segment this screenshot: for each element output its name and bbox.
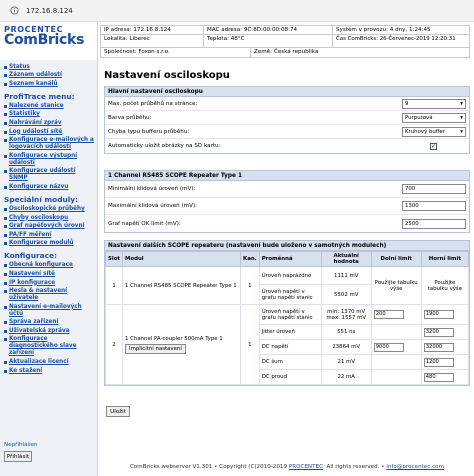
low-cell (371, 305, 421, 325)
chevron-down-icon: ▾ (460, 100, 463, 107)
max-waveforms-label: Max. počet průběhů na stránce: (108, 100, 198, 107)
nav-network-log[interactable]: Log událostí sítě (3, 129, 94, 136)
var-value: 1111 mV (321, 267, 371, 285)
high-limit-note: Použijte tabulku výše (421, 267, 468, 305)
var-name: Úroveň napětí v grafu napětí stanic (259, 285, 321, 305)
col-channel: Kan. (241, 252, 260, 267)
high-cell (421, 305, 468, 325)
var-name: Úroveň naprázdno (259, 267, 321, 285)
low-cell (371, 340, 421, 355)
repeaters-table (105, 251, 469, 385)
nav-device-management[interactable]: Správa zařízení (3, 319, 94, 326)
low-limit-input[interactable]: 9000 (374, 343, 404, 352)
main-settings-panel (104, 86, 470, 154)
main-content (100, 22, 474, 476)
nav-name-config[interactable]: Konfigurace názvu (3, 184, 94, 191)
slot-1: 1 (106, 267, 123, 305)
buffer-type-select[interactable]: Kruhový buffer ▾ (402, 127, 466, 137)
main-settings-heading: Hlavní nastavení osciloskopu (105, 87, 469, 97)
channel1-panel (104, 170, 470, 233)
login-area (4, 442, 37, 462)
slot-2: 2 (106, 305, 123, 385)
nav-section-config: Konfigurace: (4, 251, 57, 261)
nav-message-recording[interactable]: Nahrávání zpráv (3, 120, 94, 127)
autosave-label: Automaticky uložit obrázky na SD kartu: (108, 143, 221, 149)
var-name: Úroveň napětí v grafu napětí stanic (259, 305, 321, 325)
nav-found-stations[interactable]: Nalezené stanice (3, 103, 94, 110)
buffer-type-label: Chyba typu bufferu průběhu: (108, 128, 190, 135)
nav-email-log-config[interactable]: Konfigurace e-mailových a logovacích událostí (3, 137, 94, 151)
low-cell (371, 370, 421, 385)
nav-section-profitrace: ProfiTrace menu: (4, 91, 75, 101)
mac-address: MAC adresa: 9C:8D:00:00:08:74 (204, 26, 333, 34)
waveform-color-select[interactable]: Purpurová ▾ (402, 113, 466, 123)
module-2-cell (123, 305, 241, 385)
footer-text-mid: . All rights reserved. • (322, 464, 387, 470)
nav-event-log[interactable]: Záznam událostí (3, 72, 94, 79)
nav-snmp-config[interactable]: Konfigurace událostí SNMP (3, 168, 94, 182)
high-cell (421, 325, 468, 340)
nav-user-message[interactable]: Uživatelská zpráva (3, 328, 94, 335)
min-idle-input[interactable]: 700 (402, 184, 466, 194)
var-name: DC proud (259, 370, 321, 385)
nav-channel-list[interactable]: Seznam kanálů (3, 81, 94, 88)
col-variable: Proměnná (259, 252, 321, 267)
low-limit-input[interactable]: 200 (374, 310, 404, 319)
login-status: Nepřihlášen (4, 442, 38, 448)
high-cell (421, 340, 468, 355)
max-idle-label: Maximální klidová úroveň (mV): (108, 203, 198, 209)
autosave-checkbox[interactable]: ✓ (431, 142, 437, 150)
logo-combricks: ComBricks (4, 32, 85, 48)
page-title: Nastavení osciloskopu (104, 70, 230, 81)
col-module: Modul (123, 252, 241, 267)
var-value: 22 mA (321, 370, 371, 385)
low-limit-note: Použijte tabulku výše (371, 267, 421, 305)
nav-downloads[interactable]: Ke stažení (3, 368, 94, 375)
repeaters-heading: Nastavení dalších SCOPE repeateru (nastavení bude uloženo v samotných modulech) (105, 241, 469, 251)
var-name: Jitter úroveň (259, 325, 321, 340)
sidebar-nav (0, 60, 97, 378)
high-limit-input[interactable]: 32000 (424, 343, 454, 352)
nav-general-config[interactable]: Obecná konfigurace (3, 262, 94, 269)
nav-voltage-graph[interactable]: Graf napěťových úrovní (3, 223, 94, 230)
nav-module-config[interactable]: Konfigurace modulů (3, 240, 94, 247)
nav-email-accounts[interactable]: Nastavení e-mailových účtů (3, 304, 94, 318)
nav-ip-config[interactable]: IP konfigurace (3, 280, 94, 287)
graph-ok-label: Graf napětí OK limit (mV): (108, 220, 181, 227)
var-value: 23864 mV (321, 340, 371, 355)
graph-ok-input[interactable]: 2500 (402, 219, 466, 229)
high-limit-input[interactable]: 480 (424, 373, 454, 382)
module-1: 1 Channel RS485 SCOPE Repeater Type 1 (123, 267, 241, 305)
nav-section-special: Speciální moduly: (4, 194, 79, 204)
footer-text: ComBricks webserver V1.301 • Copyright (C)2010-2019 (129, 464, 289, 470)
system-info-header (100, 25, 470, 58)
email-link[interactable]: info@procentec.com (386, 464, 445, 470)
info-icon[interactable] (8, 5, 20, 17)
location: Lokalita: Liberec (101, 35, 204, 47)
footer (100, 464, 474, 470)
col-slot: Slot (106, 252, 123, 267)
nav-output-event-config[interactable]: Konfigurace výstupní události (3, 153, 94, 167)
high-cell (421, 355, 468, 370)
low-cell (371, 355, 421, 370)
procentec-link[interactable]: PROCENTEC (288, 464, 323, 470)
nav-oscilloscope-errors[interactable]: Chyby osciloskopu (3, 215, 94, 222)
high-limit-input[interactable]: 3200 (424, 328, 454, 337)
waveform-color-label: Barva průběhu: (108, 114, 152, 121)
nav-diag-slave-config[interactable]: Konfigurace diagnostického slave zařízení (3, 336, 94, 357)
channel1-heading: 1 Channel RS485 SCOPE Repeater Type 1 (105, 171, 469, 181)
var-value: min: 1370 mV max: 1557 mV (321, 305, 371, 325)
max-waveforms-select[interactable]: 9 ▾ (402, 99, 466, 109)
high-limit-input[interactable]: 1900 (424, 310, 454, 319)
module-2: 1 Channel PA-coupler 500mA Type 1 (125, 335, 223, 342)
col-low: Dolní limit (371, 252, 421, 267)
country: Země: Česká republika (254, 49, 319, 55)
var-value: 5502 mV (321, 285, 371, 305)
nav-pa-ff-measure[interactable]: PA/FF měření (3, 232, 94, 239)
high-limit-input[interactable]: 1200 (424, 358, 454, 367)
high-cell (421, 370, 468, 385)
default-settings-button[interactable]: Implicitní nastavení (125, 344, 186, 354)
chevron-down-icon: ▾ (460, 128, 463, 135)
var-name: DC napětí (259, 340, 321, 355)
url-text[interactable]: 172.16.8.124 (26, 6, 73, 15)
browser-address-bar[interactable] (0, 0, 474, 22)
combricks-logo[interactable] (0, 22, 97, 60)
var-name: DC šum (259, 355, 321, 370)
nav-network-settings[interactable]: Nastavení sítě (3, 271, 94, 278)
nav-passwords[interactable]: Hesla & nastavení uživatele (3, 288, 94, 302)
nav-statistics[interactable]: Statistiky (3, 111, 94, 118)
var-value: 21 mV (321, 355, 371, 370)
min-idle-label: Minimální klidová úroveň (mV): (108, 186, 196, 192)
var-value: 551 ns (321, 325, 371, 340)
login-button[interactable]: Přihlásit (4, 451, 32, 462)
ip-address: IP adresa: 172.16.8.124 (101, 26, 204, 34)
nav-status[interactable]: Status (3, 64, 94, 71)
logo-procentec: PROCENTEC (4, 25, 64, 34)
col-current: Aktuální hodnota (321, 252, 371, 267)
sidebar (0, 22, 98, 476)
repeaters-panel (104, 240, 470, 386)
max-idle-input[interactable]: 1300 (402, 201, 466, 211)
col-high: Horní limit (421, 252, 468, 267)
nav-license-update[interactable]: Aktualizace licencí (3, 359, 94, 366)
combricks-time: Čas ComBricks: 26-Červenec-2019 12:20:31 (336, 36, 456, 42)
uptime: Systém v provozu: 4 dny, 1:24:45 (336, 27, 431, 33)
company: Společnost: Foxon s.r.o. (101, 48, 251, 57)
channel-2: 1 (241, 305, 260, 385)
temperature: Teplota: 48°C (204, 35, 333, 47)
nav-oscilloscope-waveforms[interactable]: Osciloskopické průběhy (3, 206, 94, 213)
chevron-down-icon: ▾ (460, 114, 463, 121)
low-cell (371, 325, 421, 340)
channel-1: 1 (241, 267, 260, 305)
save-button[interactable]: Uložit (106, 406, 130, 417)
